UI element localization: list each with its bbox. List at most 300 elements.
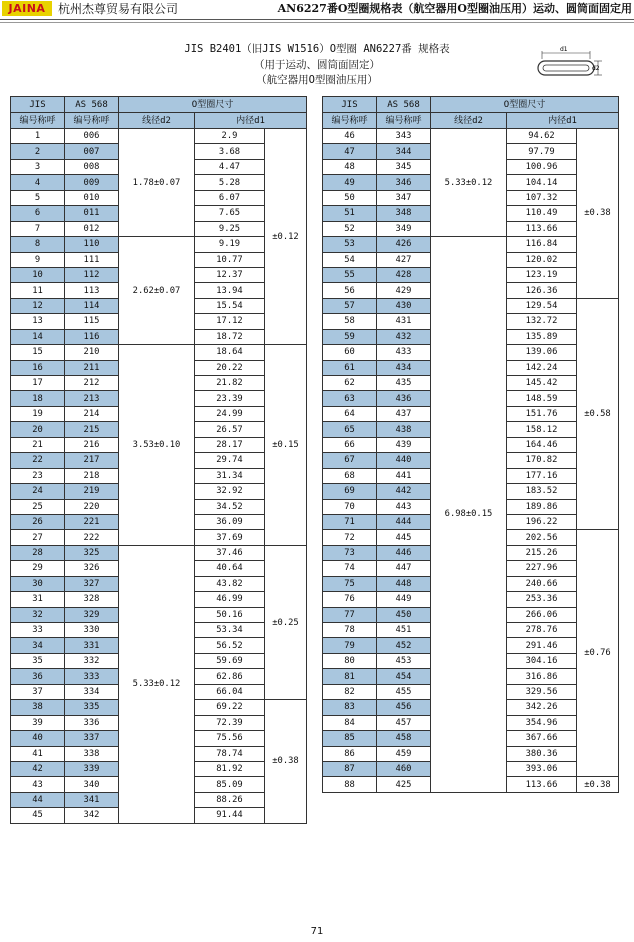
- jis-number-cell: 8: [11, 237, 65, 252]
- table-row: [323, 129, 619, 144]
- inner-diameter-d1-cell: 66.04: [195, 684, 265, 699]
- inner-diameter-d1-cell: 46.99: [195, 592, 265, 607]
- inner-diameter-d1-cell: 145.42: [507, 376, 577, 391]
- jis-number-cell: 60: [323, 345, 377, 360]
- jis-number-cell: 38: [11, 700, 65, 715]
- inner-diameter-d1-cell: 36.09: [195, 514, 265, 529]
- jis-number-cell: 78: [323, 623, 377, 638]
- jis-number-cell: 28: [11, 545, 65, 560]
- tolerance-cell: ±0.38: [577, 129, 619, 299]
- inner-diameter-d1-cell: 50.16: [195, 607, 265, 622]
- jis-number-cell: 71: [323, 514, 377, 529]
- jis-number-cell: 11: [11, 283, 65, 298]
- as568-number-cell: 339: [65, 761, 119, 776]
- as568-number-cell: 430: [377, 298, 431, 313]
- jis-number-cell: 9: [11, 252, 65, 267]
- oring-dimension-diagram: [534, 43, 604, 79]
- jis-number-cell: 57: [323, 298, 377, 313]
- as568-number-cell: 116: [65, 329, 119, 344]
- jis-number-cell: 45: [11, 808, 65, 823]
- inner-diameter-d1-cell: 69.22: [195, 700, 265, 715]
- jis-number-cell: 82: [323, 684, 377, 699]
- inner-diameter-d1-cell: 9.25: [195, 221, 265, 236]
- as568-number-cell: 222: [65, 530, 119, 545]
- inner-diameter-d1-cell: 78.74: [195, 746, 265, 761]
- header-jis: JIS: [11, 97, 65, 113]
- as568-number-cell: 220: [65, 499, 119, 514]
- jis-number-cell: 49: [323, 175, 377, 190]
- jis-number-cell: 43: [11, 777, 65, 792]
- jis-number-cell: 75: [323, 576, 377, 591]
- inner-diameter-d1-cell: 253.36: [507, 592, 577, 607]
- header-as568: AS 568: [65, 97, 119, 113]
- jis-number-cell: 66: [323, 437, 377, 452]
- as568-number-cell: 338: [65, 746, 119, 761]
- as568-number-cell: 331: [65, 638, 119, 653]
- inner-diameter-d1-cell: 151.76: [507, 406, 577, 421]
- jis-number-cell: 73: [323, 545, 377, 560]
- tolerance-cell: ±0.12: [265, 129, 307, 345]
- inner-diameter-d1-cell: 139.06: [507, 345, 577, 360]
- jis-number-cell: 39: [11, 715, 65, 730]
- inner-diameter-d1-cell: 10.77: [195, 252, 265, 267]
- jis-number-cell: 88: [323, 777, 377, 792]
- table-row: [11, 545, 307, 560]
- inner-diameter-d1-cell: 4.47: [195, 159, 265, 174]
- as568-number-cell: 326: [65, 561, 119, 576]
- jis-number-cell: 17: [11, 376, 65, 391]
- inner-diameter-d1-cell: 9.19: [195, 237, 265, 252]
- jis-number-cell: 31: [11, 592, 65, 607]
- as568-number-cell: 011: [65, 206, 119, 221]
- jis-number-cell: 79: [323, 638, 377, 653]
- as568-number-cell: 426: [377, 237, 431, 252]
- jis-number-cell: 86: [323, 746, 377, 761]
- jis-number-cell: 3: [11, 159, 65, 174]
- inner-diameter-d1-cell: 215.26: [507, 545, 577, 560]
- inner-diameter-d1-cell: 85.09: [195, 777, 265, 792]
- table-row: [11, 345, 307, 360]
- jis-number-cell: 13: [11, 314, 65, 329]
- inner-diameter-d1-cell: 59.69: [195, 653, 265, 668]
- jis-number-cell: 68: [323, 468, 377, 483]
- header-jis: JIS: [323, 97, 377, 113]
- inner-diameter-d1-cell: 240.66: [507, 576, 577, 591]
- wire-diameter-d2-cell: 3.53±0.10: [119, 345, 195, 546]
- jis-number-cell: 52: [323, 221, 377, 236]
- as568-number-cell: 111: [65, 252, 119, 267]
- inner-diameter-d1-cell: 113.66: [507, 221, 577, 236]
- jis-number-cell: 34: [11, 638, 65, 653]
- header-jis-number: 编号称呼: [11, 113, 65, 129]
- inner-diameter-d1-cell: 278.76: [507, 623, 577, 638]
- as568-number-cell: 329: [65, 607, 119, 622]
- page-header: [0, 0, 634, 18]
- inner-diameter-d1-cell: 164.46: [507, 437, 577, 452]
- jis-number-cell: 21: [11, 437, 65, 452]
- as568-number-cell: 330: [65, 623, 119, 638]
- wire-diameter-d2-cell: 5.33±0.12: [119, 545, 195, 823]
- inner-diameter-d1-cell: 40.64: [195, 561, 265, 576]
- inner-diameter-d1-cell: 37.69: [195, 530, 265, 545]
- inner-diameter-d1-cell: 56.52: [195, 638, 265, 653]
- jis-number-cell: 33: [11, 623, 65, 638]
- spec-subtitle-application: （航空器用O型圈油压用）: [256, 74, 378, 86]
- inner-diameter-d1-cell: 393.06: [507, 761, 577, 776]
- inner-diameter-d1-cell: 342.26: [507, 700, 577, 715]
- company-name: 杭州杰尊贸易有限公司: [58, 2, 179, 16]
- jis-number-cell: 27: [11, 530, 65, 545]
- inner-diameter-d1-cell: 316.86: [507, 669, 577, 684]
- jis-number-cell: 40: [11, 731, 65, 746]
- inner-diameter-d1-cell: 75.56: [195, 731, 265, 746]
- as568-number-cell: 328: [65, 592, 119, 607]
- jis-number-cell: 16: [11, 360, 65, 375]
- jis-number-cell: 35: [11, 653, 65, 668]
- inner-diameter-d1-cell: 15.54: [195, 298, 265, 313]
- jis-number-cell: 84: [323, 715, 377, 730]
- inner-diameter-d1-cell: 100.96: [507, 159, 577, 174]
- jis-number-cell: 44: [11, 792, 65, 807]
- jis-number-cell: 85: [323, 731, 377, 746]
- as568-number-cell: 433: [377, 345, 431, 360]
- as568-number-cell: 010: [65, 190, 119, 205]
- as568-number-cell: 112: [65, 267, 119, 282]
- as568-number-cell: 342: [65, 808, 119, 823]
- jis-number-cell: 65: [323, 422, 377, 437]
- jis-number-cell: 30: [11, 576, 65, 591]
- inner-diameter-d1-cell: 24.99: [195, 406, 265, 421]
- d1-label: d1: [560, 46, 568, 53]
- as568-number-cell: 429: [377, 283, 431, 298]
- jis-number-cell: 20: [11, 422, 65, 437]
- tolerance-cell: ±0.76: [577, 530, 619, 777]
- inner-diameter-d1-cell: 29.74: [195, 453, 265, 468]
- jis-number-cell: 80: [323, 653, 377, 668]
- jis-number-cell: 50: [323, 190, 377, 205]
- inner-diameter-d1-cell: 291.46: [507, 638, 577, 653]
- inner-diameter-d1-cell: 177.16: [507, 468, 577, 483]
- jis-number-cell: 6: [11, 206, 65, 221]
- inner-diameter-d1-cell: 53.34: [195, 623, 265, 638]
- inner-diameter-d1-cell: 12.37: [195, 267, 265, 282]
- as568-number-cell: 215: [65, 422, 119, 437]
- inner-diameter-d1-cell: 26.57: [195, 422, 265, 437]
- as568-number-cell: 436: [377, 391, 431, 406]
- as568-number-cell: 006: [65, 129, 119, 144]
- as568-number-cell: 454: [377, 669, 431, 684]
- inner-diameter-d1-cell: 62.86: [195, 669, 265, 684]
- inner-diameter-d1-cell: 354.96: [507, 715, 577, 730]
- as568-number-cell: 428: [377, 267, 431, 282]
- as568-number-cell: 435: [377, 376, 431, 391]
- as568-number-cell: 343: [377, 129, 431, 144]
- inner-diameter-d1-cell: 18.64: [195, 345, 265, 360]
- jis-number-cell: 62: [323, 376, 377, 391]
- as568-number-cell: 460: [377, 761, 431, 776]
- as568-number-cell: 007: [65, 144, 119, 159]
- as568-number-cell: 345: [377, 159, 431, 174]
- jis-number-cell: 63: [323, 391, 377, 406]
- jis-number-cell: 22: [11, 453, 65, 468]
- as568-number-cell: 457: [377, 715, 431, 730]
- as568-number-cell: 212: [65, 376, 119, 391]
- as568-number-cell: 213: [65, 391, 119, 406]
- as568-number-cell: 444: [377, 514, 431, 529]
- as568-number-cell: 344: [377, 144, 431, 159]
- as568-number-cell: 455: [377, 684, 431, 699]
- jis-number-cell: 24: [11, 484, 65, 499]
- table-row: [323, 237, 619, 252]
- as568-number-cell: 448: [377, 576, 431, 591]
- tolerance-cell: ±0.15: [265, 345, 307, 546]
- as568-number-cell: 456: [377, 700, 431, 715]
- as568-number-cell: 432: [377, 329, 431, 344]
- inner-diameter-d1-cell: 7.65: [195, 206, 265, 221]
- wire-diameter-d2-cell: 6.98±0.15: [431, 237, 507, 793]
- as568-number-cell: 441: [377, 468, 431, 483]
- as568-number-cell: 427: [377, 252, 431, 267]
- jis-number-cell: 54: [323, 252, 377, 267]
- inner-diameter-d1-cell: 32.92: [195, 484, 265, 499]
- jis-number-cell: 83: [323, 700, 377, 715]
- as568-number-cell: 437: [377, 406, 431, 421]
- jis-number-cell: 37: [11, 684, 65, 699]
- document-title: AN6227番O型圈规格表（航空器用O型圈油压用）运动、圆筒面固定用: [277, 2, 632, 15]
- jis-number-cell: 58: [323, 314, 377, 329]
- header-oring-size: O型圈尺寸: [431, 97, 619, 113]
- inner-diameter-d1-cell: 23.39: [195, 391, 265, 406]
- inner-diameter-d1-cell: 113.66: [507, 777, 577, 792]
- inner-diameter-d1-cell: 135.89: [507, 329, 577, 344]
- table-row: [11, 237, 307, 252]
- as568-number-cell: 009: [65, 175, 119, 190]
- jis-number-cell: 19: [11, 406, 65, 421]
- jis-number-cell: 61: [323, 360, 377, 375]
- inner-diameter-d1-cell: 329.56: [507, 684, 577, 699]
- jis-number-cell: 69: [323, 484, 377, 499]
- as568-number-cell: 341: [65, 792, 119, 807]
- jis-number-cell: 42: [11, 761, 65, 776]
- jis-number-cell: 36: [11, 669, 65, 684]
- jis-number-cell: 4: [11, 175, 65, 190]
- header-oring-size: O型圈尺寸: [119, 97, 307, 113]
- jis-number-cell: 1: [11, 129, 65, 144]
- as568-number-cell: 449: [377, 592, 431, 607]
- jis-number-cell: 48: [323, 159, 377, 174]
- jis-number-cell: 76: [323, 592, 377, 607]
- jis-number-cell: 12: [11, 298, 65, 313]
- inner-diameter-d1-cell: 380.36: [507, 746, 577, 761]
- as568-number-cell: 216: [65, 437, 119, 452]
- inner-diameter-d1-cell: 5.28: [195, 175, 265, 190]
- as568-number-cell: 431: [377, 314, 431, 329]
- inner-diameter-d1-cell: 148.59: [507, 391, 577, 406]
- inner-diameter-d1-cell: 126.36: [507, 283, 577, 298]
- header-jis-number: 编号称呼: [323, 113, 377, 129]
- inner-diameter-d1-cell: 37.46: [195, 545, 265, 560]
- wire-diameter-d2-cell: 1.78±0.07: [119, 129, 195, 237]
- inner-diameter-d1-cell: 88.26: [195, 792, 265, 807]
- inner-diameter-d1-cell: 18.72: [195, 329, 265, 344]
- inner-diameter-d1-cell: 132.72: [507, 314, 577, 329]
- as568-number-cell: 440: [377, 453, 431, 468]
- inner-diameter-d1-cell: 120.02: [507, 252, 577, 267]
- inner-diameter-d1-cell: 94.62: [507, 129, 577, 144]
- jis-number-cell: 64: [323, 406, 377, 421]
- jis-number-cell: 7: [11, 221, 65, 236]
- header-d1: 内径d1: [195, 113, 307, 129]
- jis-number-cell: 77: [323, 607, 377, 622]
- as568-number-cell: 333: [65, 669, 119, 684]
- inner-diameter-d1-cell: 107.32: [507, 190, 577, 205]
- jis-number-cell: 41: [11, 746, 65, 761]
- as568-number-cell: 221: [65, 514, 119, 529]
- as568-number-cell: 446: [377, 545, 431, 560]
- as568-number-cell: 442: [377, 484, 431, 499]
- tolerance-cell: ±0.58: [577, 298, 619, 530]
- jis-number-cell: 25: [11, 499, 65, 514]
- inner-diameter-d1-cell: 72.39: [195, 715, 265, 730]
- inner-diameter-d1-cell: 116.84: [507, 237, 577, 252]
- tolerance-cell: ±0.25: [265, 545, 307, 699]
- inner-diameter-d1-cell: 17.12: [195, 314, 265, 329]
- wire-diameter-d2-cell: 5.33±0.12: [431, 129, 507, 237]
- inner-diameter-d1-cell: 170.82: [507, 453, 577, 468]
- left-spec-table: [10, 96, 307, 824]
- as568-number-cell: 115: [65, 314, 119, 329]
- spec-title: JIS B2401（旧JIS W1516）O型圈 AN6227番 规格表: [184, 43, 450, 55]
- as568-number-cell: 445: [377, 530, 431, 545]
- jis-number-cell: 32: [11, 607, 65, 622]
- jis-number-cell: 70: [323, 499, 377, 514]
- as568-number-cell: 219: [65, 484, 119, 499]
- as568-number-cell: 335: [65, 700, 119, 715]
- company-logo: JAINA: [2, 1, 52, 16]
- as568-number-cell: 114: [65, 298, 119, 313]
- inner-diameter-d1-cell: 81.92: [195, 761, 265, 776]
- as568-number-cell: 334: [65, 684, 119, 699]
- as568-number-cell: 012: [65, 221, 119, 236]
- table-row: [11, 129, 307, 144]
- inner-diameter-d1-cell: 34.52: [195, 499, 265, 514]
- as568-number-cell: 340: [65, 777, 119, 792]
- jis-number-cell: 51: [323, 206, 377, 221]
- as568-number-cell: 447: [377, 561, 431, 576]
- header-as-number: 编号称呼: [377, 113, 431, 129]
- header-d1: 内径d1: [507, 113, 619, 129]
- inner-diameter-d1-cell: 183.52: [507, 484, 577, 499]
- inner-diameter-d1-cell: 31.34: [195, 468, 265, 483]
- header-rule-thin: [0, 22, 634, 23]
- header-d2: 线径d2: [431, 113, 507, 129]
- tolerance-cell: ±0.38: [577, 777, 619, 792]
- as568-number-cell: 451: [377, 623, 431, 638]
- jis-number-cell: 74: [323, 561, 377, 576]
- jis-number-cell: 15: [11, 345, 65, 360]
- inner-diameter-d1-cell: 123.19: [507, 267, 577, 282]
- right-spec-table: [322, 96, 619, 793]
- as568-number-cell: 349: [377, 221, 431, 236]
- as568-number-cell: 459: [377, 746, 431, 761]
- as568-number-cell: 348: [377, 206, 431, 221]
- page-number: 71: [310, 926, 324, 937]
- inner-diameter-d1-cell: 142.24: [507, 360, 577, 375]
- as568-number-cell: 425: [377, 777, 431, 792]
- as568-number-cell: 214: [65, 406, 119, 421]
- as568-number-cell: 438: [377, 422, 431, 437]
- inner-diameter-d1-cell: 21.82: [195, 376, 265, 391]
- jis-number-cell: 18: [11, 391, 65, 406]
- tolerance-cell: ±0.38: [265, 700, 307, 824]
- inner-diameter-d1-cell: 3.68: [195, 144, 265, 159]
- inner-diameter-d1-cell: 28.17: [195, 437, 265, 452]
- wire-diameter-d2-cell: 2.62±0.07: [119, 237, 195, 345]
- jis-number-cell: 56: [323, 283, 377, 298]
- inner-diameter-d1-cell: 2.9: [195, 129, 265, 144]
- inner-diameter-d1-cell: 43.82: [195, 576, 265, 591]
- inner-diameter-d1-cell: 189.86: [507, 499, 577, 514]
- jis-number-cell: 29: [11, 561, 65, 576]
- inner-diameter-d1-cell: 104.14: [507, 175, 577, 190]
- jis-number-cell: 46: [323, 129, 377, 144]
- as568-number-cell: 211: [65, 360, 119, 375]
- inner-diameter-d1-cell: 266.06: [507, 607, 577, 622]
- inner-diameter-d1-cell: 110.49: [507, 206, 577, 221]
- as568-number-cell: 110: [65, 237, 119, 252]
- jis-number-cell: 26: [11, 514, 65, 529]
- header-as-number: 编号称呼: [65, 113, 119, 129]
- as568-number-cell: 210: [65, 345, 119, 360]
- as568-number-cell: 450: [377, 607, 431, 622]
- header-as568: AS 568: [377, 97, 431, 113]
- jis-number-cell: 47: [323, 144, 377, 159]
- jis-number-cell: 10: [11, 267, 65, 282]
- inner-diameter-d1-cell: 91.44: [195, 808, 265, 823]
- inner-diameter-d1-cell: 227.96: [507, 561, 577, 576]
- as568-number-cell: 336: [65, 715, 119, 730]
- jis-number-cell: 14: [11, 329, 65, 344]
- as568-number-cell: 327: [65, 576, 119, 591]
- inner-diameter-d1-cell: 13.94: [195, 283, 265, 298]
- inner-diameter-d1-cell: 304.16: [507, 653, 577, 668]
- inner-diameter-d1-cell: 6.07: [195, 190, 265, 205]
- jis-number-cell: 5: [11, 190, 65, 205]
- jis-number-cell: 23: [11, 468, 65, 483]
- inner-diameter-d1-cell: 20.22: [195, 360, 265, 375]
- inner-diameter-d1-cell: 196.22: [507, 514, 577, 529]
- as568-number-cell: 443: [377, 499, 431, 514]
- jis-number-cell: 72: [323, 530, 377, 545]
- inner-diameter-d1-cell: 202.56: [507, 530, 577, 545]
- as568-number-cell: 008: [65, 159, 119, 174]
- jis-number-cell: 53: [323, 237, 377, 252]
- inner-diameter-d1-cell: 367.66: [507, 731, 577, 746]
- jis-number-cell: 59: [323, 329, 377, 344]
- as568-number-cell: 337: [65, 731, 119, 746]
- jis-number-cell: 2: [11, 144, 65, 159]
- as568-number-cell: 453: [377, 653, 431, 668]
- header-rule: [0, 19, 634, 20]
- as568-number-cell: 332: [65, 653, 119, 668]
- as568-number-cell: 458: [377, 731, 431, 746]
- as568-number-cell: 346: [377, 175, 431, 190]
- as568-number-cell: 347: [377, 190, 431, 205]
- as568-number-cell: 113: [65, 283, 119, 298]
- jis-number-cell: 87: [323, 761, 377, 776]
- as568-number-cell: 325: [65, 545, 119, 560]
- as568-number-cell: 217: [65, 453, 119, 468]
